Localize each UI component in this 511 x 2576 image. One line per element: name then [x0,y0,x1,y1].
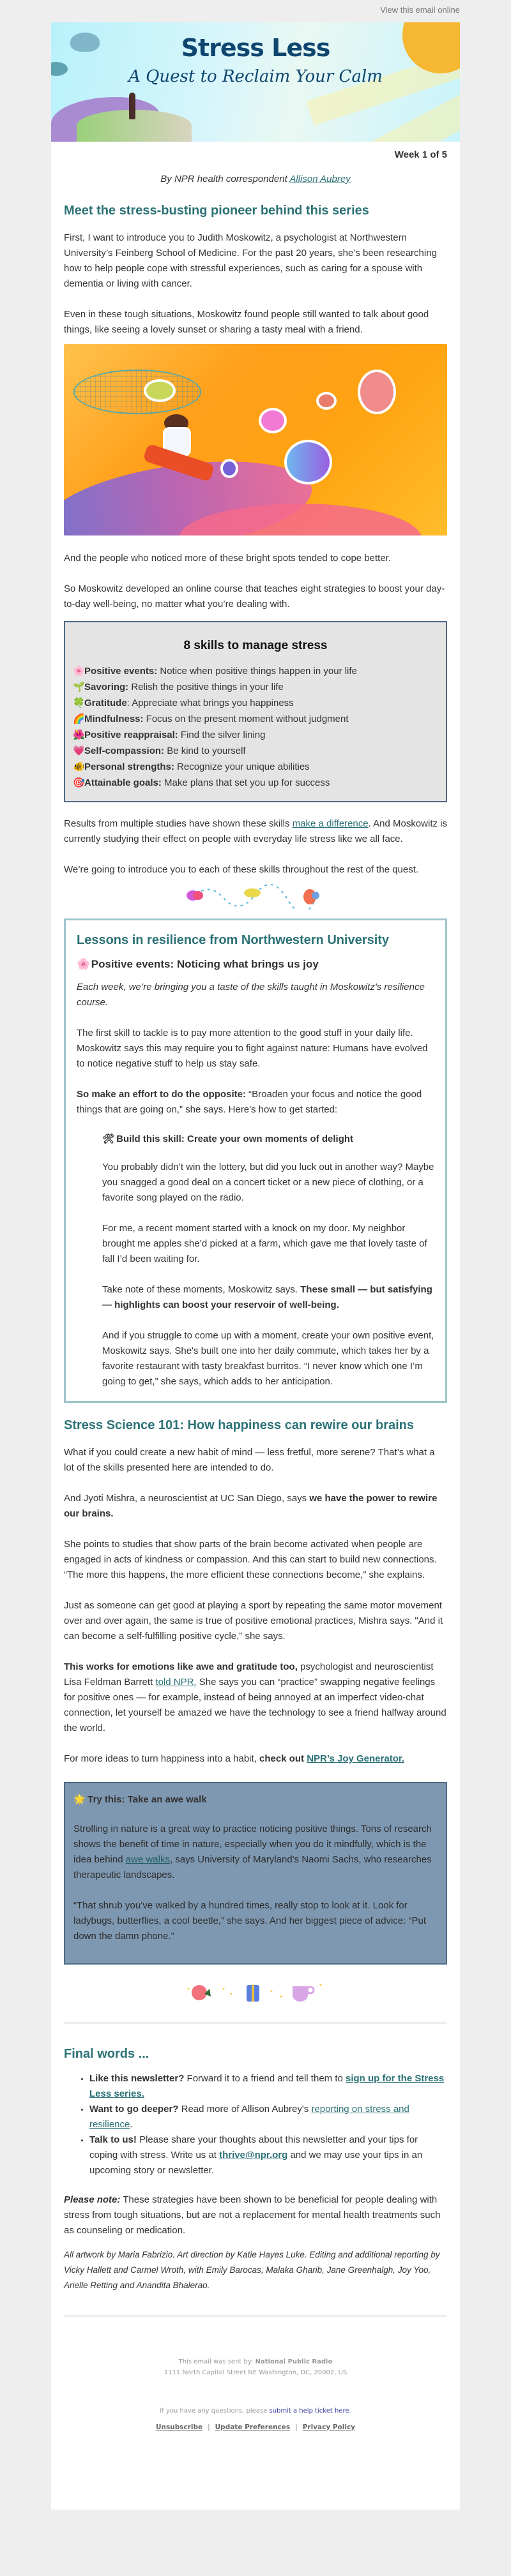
lessons-intro: Each week, we’re bringing you a taste of the skills taught in Moskowitz's resilience course. [77,982,425,1008]
paragraph: She points to studies that show parts of the brain become activated when people are engaged in acts of kindness or compassion. And this can start to build new connections. “The more this happens, the more efficient these connections become,” she explains. [64,1539,437,1580]
paragraph: Even in these tough situations, Moskowitz found people still wanted to talk about good things, like seeing a lovely sunset or sharing a tasty meal with a friend. [64,309,429,335]
girl-figure [163,414,195,497]
separator: | [295,2423,298,2431]
bold-text: Want to go deeper? [89,2104,179,2115]
text: Please share your thoughts about this newsletter and your tips for coping with stress. Write us at [89,2134,418,2160]
banner-title: Stress Less [181,34,330,62]
sparkle [231,1993,233,1995]
paragraph [64,816,447,847]
hibiscus-icon: 🌺 [73,729,85,740]
note-label: Please note: [64,2194,121,2205]
objects-divider [64,1973,447,2016]
privacy-policy-link[interactable]: Privacy Policy [302,2423,356,2431]
skill-item [73,711,438,727]
paragraph: And if you struggle to come up with a moment, create your own positive event, Moskowitz says. She's built one into her daily commute, which takes her by a favorite restaurant with tasty breakfast burritos. “I never know which one I’m going to get,” she says, which adds to her anticipation. [102,1330,434,1387]
text: Results from multiple studies have shown these skills [64,818,293,829]
paragraph [102,1282,434,1313]
bold-text: Talk to us! [89,2134,137,2145]
fish-icon: 🐠 [73,761,85,772]
skill-name: Attainable goals: [84,777,162,788]
reporting-link[interactable]: reporting on stress and resilience [89,2104,409,2130]
cup-icon [293,1986,308,2002]
final-list [89,2071,447,2178]
sender-address: 1111 North Capitol Street NE Washington, DC, 20002, US [164,2369,347,2376]
seedling-icon: 🌱 [73,681,85,693]
paragraph: For me, a recent moment started with a knock on my door. My neighbor brought me apples she’d picked at a farm, which gave me that lovely taste of fall I’d been waiting for. [102,1223,427,1264]
skill-item [73,759,438,775]
flower-icon [192,1985,207,2000]
section-heading-final: Final words ... [64,2047,149,2061]
subheading-text: Positive events: Noticing what brings us joy [91,958,319,970]
text: And Jyoti Mishra, a neuroscientist at UC San Diego, says [64,1493,310,1504]
paragraph: We’re going to introduce you to each of these skills throughout the rest of the quest. [64,864,419,875]
author-link[interactable]: Allison Aubrey [289,174,351,184]
text: and we may use your tips in an upcoming story or newsletter. [89,2150,423,2176]
person-silhouette [129,93,135,119]
skill-desc: Relish the positive things in your life [128,682,284,693]
text: . [130,2119,133,2130]
skill-name: Savoring: [84,682,129,693]
text: She says you can “practice” swapping negative feelings for positive ones — for example, instead of being annoyed at an imperfect video-chat connection, let yourself be amazed we have the technology to see a friend halfway around the world. [64,1677,446,1734]
butterfly-icon [144,379,176,402]
unsubscribe-link[interactable]: Unsubscribe [155,2423,203,2431]
text: Take note of these moments, Moskowitz says. [102,1284,301,1295]
paragraph: The first skill to tackle is to pay more attention to the good stuff in your daily life. Moskowitz says this may require you to fight against nature: Humans have evolved to notice negative stuff to help us stay safe. [77,1028,428,1069]
week-indicator: Week 1 of 5 [394,149,447,160]
banner-subtitle: A Quest to Reclaim Your Calm [128,67,383,86]
skill-name: Gratitude [84,698,127,708]
sparkle [280,1996,282,1998]
clover-icon: 🍀 [73,697,85,708]
flower-book-cup-icon [185,1980,326,2005]
paragraph: And the people who noticed more of these bright spots tended to cope better. [64,553,392,564]
bold-text: So make an effort to do the opposite: [77,1089,247,1100]
rainbow-icon: 🌈 [73,713,85,724]
cherry-blossom-icon: 🌸 [77,958,91,971]
bold-text: Like this newsletter? [89,2073,185,2084]
text: Read more of Allison Aubrey's [178,2104,312,2115]
paragraph: “That shrub you’ve walked by a hundred times, really stop to look at it. Look for ladybugs, butterflies, a cool beetle,” she says. And her biggest piece of advice: “Put down the damn phone.” [73,1900,426,1942]
sender-name: National Public Radio [255,2358,333,2365]
build-skill-heading [102,1133,434,1144]
butterfly-icon [259,408,287,433]
skill-desc: Make plans that set you up for success [161,777,330,788]
bold-text: This works for emotions like awe and gratitude too, [64,1661,298,1672]
glowing-star-icon: 🌟 [73,1793,86,1805]
skill-item [73,679,438,695]
credits: All artwork by Maria Fabrizio. Art direction by Katie Hayes Luke. Editing and additional reporting by Vicky Hallett and Carmel Wroth, with Emily Barocas, Malaka Gharib, Jane Greenhalgh, Joy Yoo, Arielle Retting and Anandita Bhalerao. [64,2250,440,2290]
paragraph: First, I want to introduce you to Judith Moskowitz, a psychologist at Northwestern University’s Feinberg School of Medicine. For the past 20 years, she’s been researching how to help people cope with stressful experiences, such as caring for a spouse with dementia or living with cancer. [64,232,437,289]
text: If you have any questions, please [160,2408,270,2415]
signup-link[interactable]: sign up for the Stress Less series. [89,2073,445,2099]
skill-desc: Focus on the present moment without judgment [143,714,349,724]
cup-handle [307,1987,314,1993]
text: For more ideas to turn happiness into a habit, [64,1753,260,1764]
please-note [64,2192,447,2238]
paragraph [64,1659,447,1736]
paragraph: You probably didn’t win the lottery, but did you luck out in another way? Maybe you snagged a good deal on a concert ticket or a new piece of clothing, or a favorite song played on the radio. [102,1162,434,1203]
skills-box [64,621,447,802]
lessons-heading: Lessons in resilience from Northwestern University [77,933,390,947]
awe-walks-link[interactable]: awe walks [125,1854,170,1865]
lessons-box [64,918,447,1403]
text: “Broaden your focus and notice the good things that are going on,” she says. Here's how to get started: [77,1089,422,1115]
skill-desc: Be kind to yourself [164,745,246,756]
sender-info [64,2356,447,2378]
update-preferences-link[interactable]: Update Preferences [215,2423,291,2431]
separator: | [208,2423,210,2431]
butterflies-divider [64,880,447,912]
bold-text: we have the power to rewire our brains. [64,1493,438,1519]
email-link[interactable]: thrive@npr.org [219,2150,288,2160]
text: . And Moskowitz is currently studying their effect on people with everyday life stress like we all face. [64,818,448,844]
joy-generator-link[interactable]: NPR’s Joy Generator. [307,1753,405,1764]
skill-desc: Recognize your unique abilities [174,761,310,772]
skills-heading: 8 skills to manage stress [183,639,328,652]
help-ticket-link[interactable]: submit a help ticket here [269,2408,349,2415]
final-item [89,2132,447,2178]
paragraph: What if you could create a new habit of mind — less fretful, more serene? That’s what a lot of the skills presented here are intended to do. [64,1447,435,1473]
butterfly-illustration [64,344,447,535]
hammer-wrench-icon: 🛠 [102,1133,115,1144]
sparkle [320,1984,322,1986]
skill-item [73,695,438,711]
target-icon: 🎯 [73,777,85,788]
skill-name: Positive events: [84,666,158,677]
email-body [51,142,460,2510]
footer-links [64,2423,447,2431]
skill-desc: : Appreciate what brings you happiness [126,698,294,708]
skill-name: Self-compassion: [84,745,165,756]
text: . [349,2408,351,2415]
sparkle [223,1988,225,1990]
lessons-subheading [77,958,434,971]
skill-item [73,663,438,679]
paragraph [73,1822,438,1883]
butterfly-blue [312,892,319,899]
paragraph: Just as someone can get good at playing a sport by repeating the same motor movement over and over again, the same is true of positive emotional practices, Mishra says. "And it can become a self-fulfilling positive cycle,” she says. [64,1600,443,1642]
sparkle [188,1988,190,1990]
byline-prefix: By NPR health correspondent [160,174,290,184]
cherry-blossom-icon: 🌸 [73,665,85,677]
skills-list [73,663,438,791]
butterflies-trail-icon [179,880,332,910]
heart-icon: 💗 [73,745,85,756]
skill-name: Mindfulness: [84,714,144,724]
skill-item [73,743,438,759]
build-skill-block [77,1133,434,1389]
butterfly-pink [193,891,203,900]
section-heading-pioneer: Meet the stress-busting pioneer behind this series [64,204,369,218]
heading-text: Build this skill: Create your own moments of delight [116,1134,354,1144]
footer [64,2356,447,2431]
help-line [64,2408,447,2415]
view-online-link[interactable]: View this email online [380,5,460,15]
final-item [89,2102,447,2132]
text: Forward it to a friend and tell them to [184,2073,346,2084]
skill-item [73,727,438,743]
paragraph [64,1491,447,1522]
try-this-heading [73,1793,438,1805]
final-item [89,2071,447,2102]
make-a-difference-link[interactable]: make a difference [292,818,369,829]
paragraph: So Moskowitz developed an online course that teaches eight strategies to boost your day-to-day well-being, no matter what you’re dealing with. [64,583,445,610]
skill-desc: Notice when positive things happen in your life [157,666,357,677]
divider [64,2022,447,2024]
butterfly-icon [316,392,337,410]
butterfly-icon [358,370,396,414]
text: This email was sent by: [178,2358,256,2365]
text: Strolling in nature is a great way to practice noticing positive things. Tons of research shows the benefit of time in nature, especially when you do it mindfully, which is the idea behind [73,1823,432,1865]
skill-name: Positive reappraisal: [84,730,178,740]
bold-text: These small — but satisfying — highlights can boost your reservoir of well-being. [102,1284,432,1310]
paragraph [77,1087,434,1118]
header-banner [51,22,460,142]
divider [64,2315,447,2317]
bold-text: check out [259,1753,307,1764]
book-ribbon [252,1985,254,2002]
text: psychologist and neuroscientist Lisa Feldman Barrett [64,1661,434,1688]
text: , says University of Maryland's Naomi Sachs, who researches therapeutic landscapes. [73,1854,432,1880]
skill-name: Personal strengths: [84,761,174,772]
section-heading-science: Stress Science 101: How happiness can rewire our brains [64,1418,414,1432]
text: These strategies have been shown to be beneficial for people dealing with stress from tough situations, but are not a replacement for mental health treatments such as counseling or medication. [64,2194,441,2236]
byline [64,174,447,184]
skill-desc: Find the silver lining [178,730,266,740]
heading-text: Try this: Take an awe walk [88,1794,207,1805]
sparkle [271,1991,273,1993]
butterfly-icon [220,459,238,478]
told-npr-link[interactable]: told NPR. [155,1677,197,1688]
paragraph [64,1751,447,1767]
butterfly-yellow [244,888,261,897]
try-this-box [64,1782,447,1965]
butterfly-icon [284,440,332,484]
skill-item [73,775,438,791]
butterfly-net-icon [73,370,201,414]
